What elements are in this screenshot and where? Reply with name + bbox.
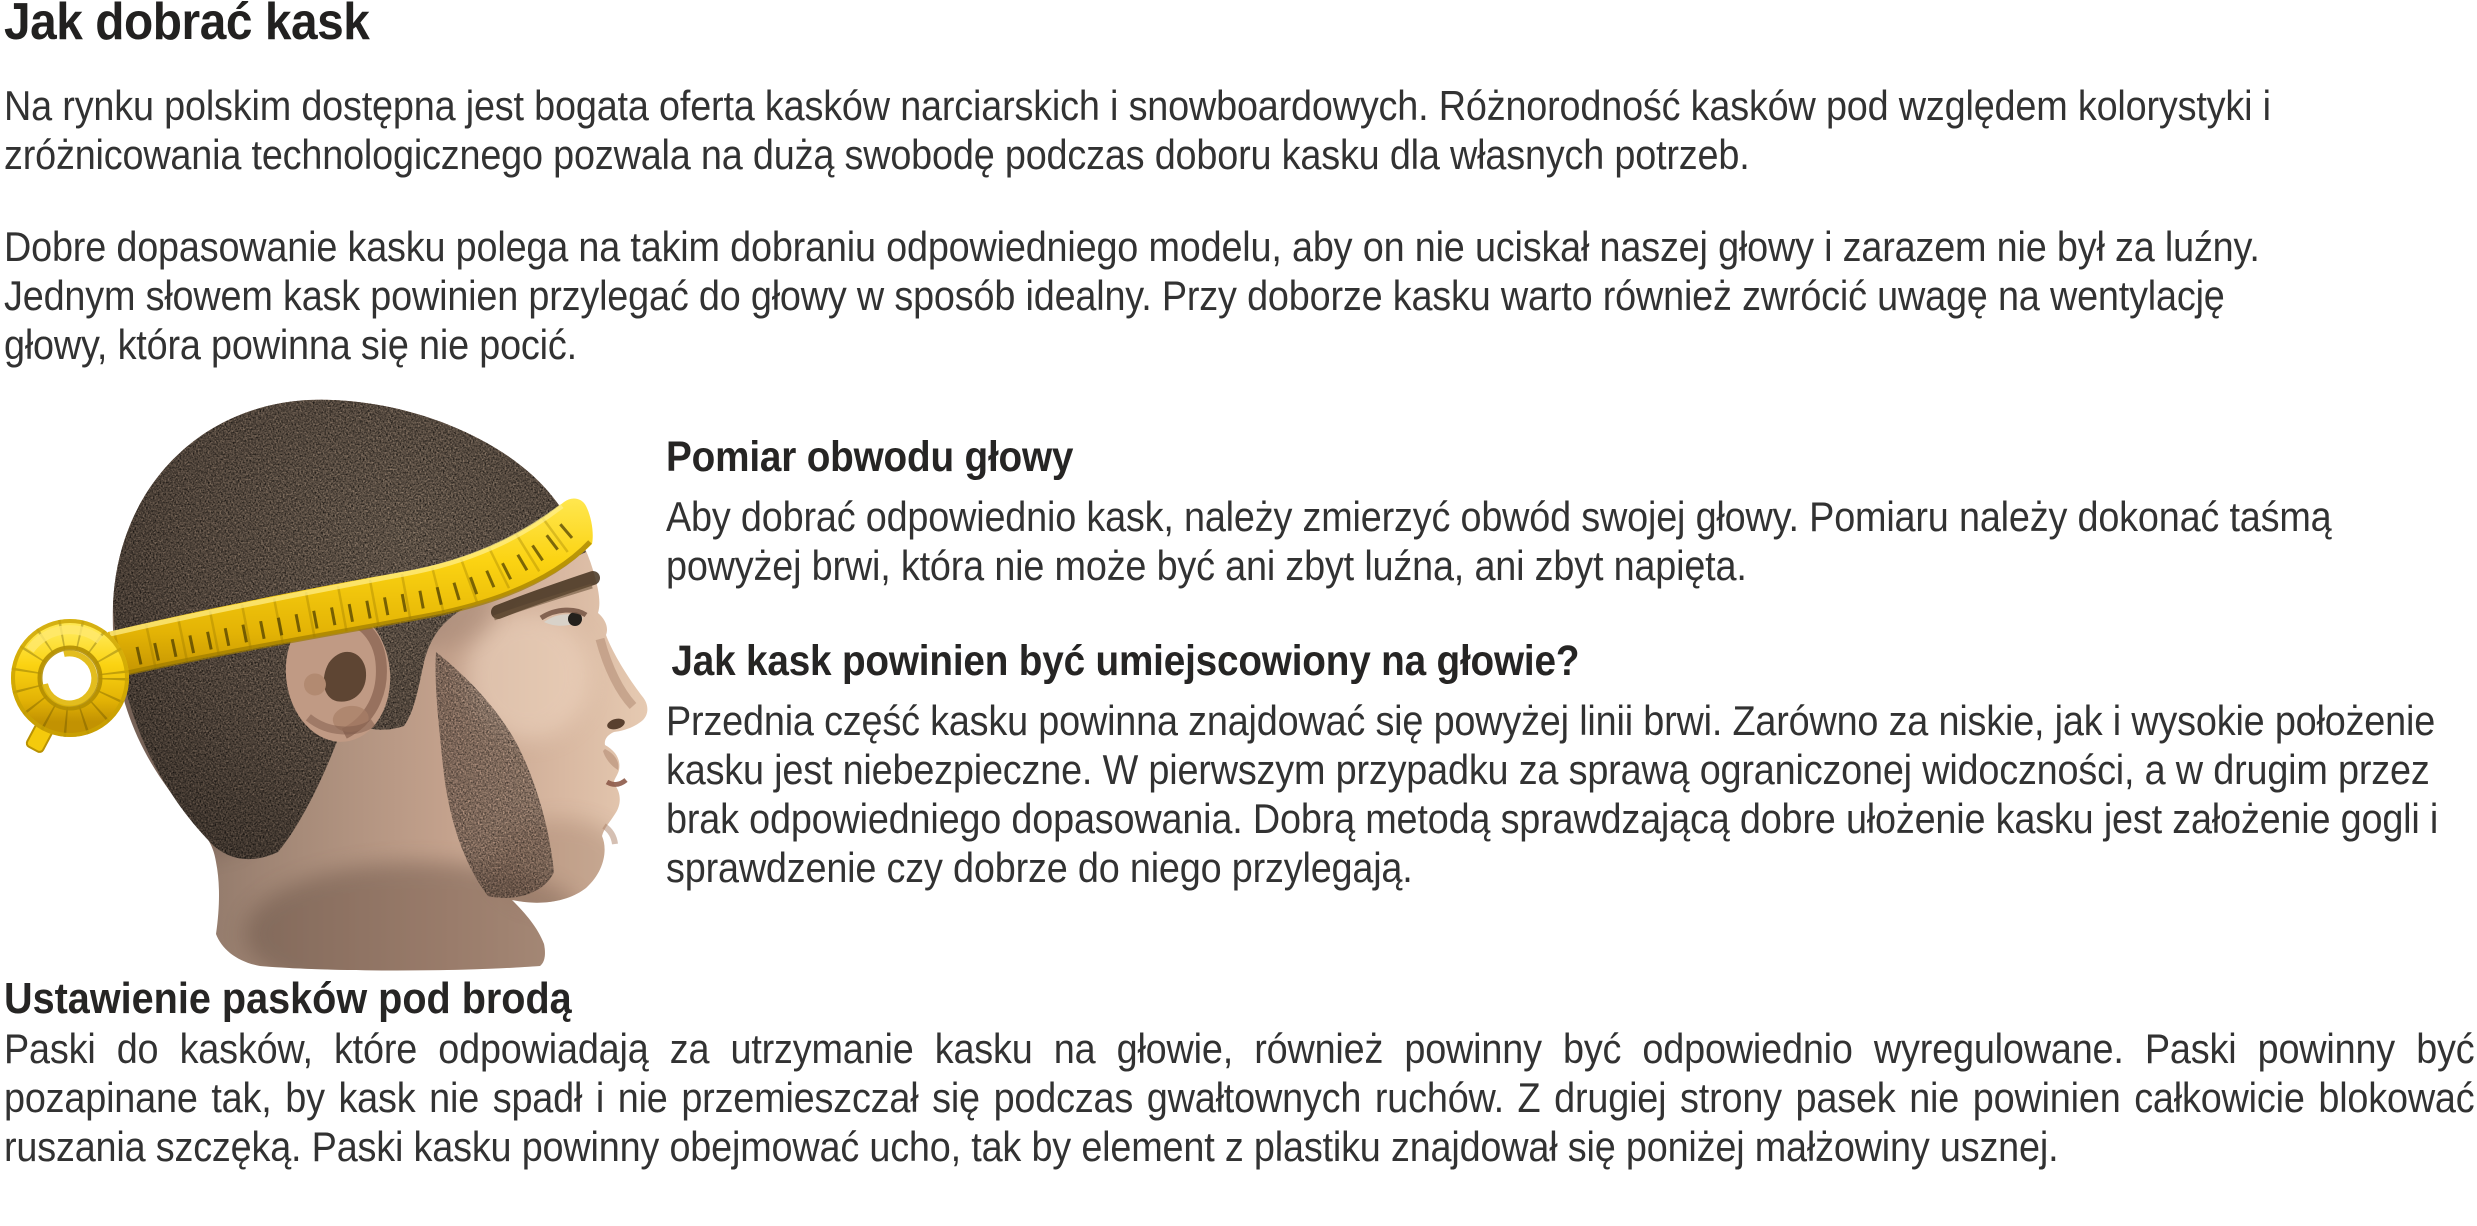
section-body-straps: Paski do kasków, które odpowiadają za utrzymanie kasku na głowie, również powinny być odpowiednio wyregulowane. Paski powinny być pozapinane tak, by kask nie spadł i nie przemieszczał się podczas gwałtownych ruchów. Z drugiej strony pasek nie powinien całkowicie blokować ruszania szczęką. Paski kasku powinny obejmować ucho, tak by element z plastiku znajdował się poniżej małżowiny usznej. <box>4 1025 2475 1170</box>
intro-paragraph-1: Na rynku polskim dostępna jest bogata oferta kasków narciarskich i snowboardowych. Różnorodność kasków pod względem kolorystyki i zróżnicowania technologicznego pozwala na dużą swobodę podczas doboru kasku dla własnych potrzeb. <box>4 82 2271 178</box>
section-heading-measure: Pomiar obwodu głowy <box>666 433 1074 481</box>
section-heading-placement: Jak kask powinien być umiejscowiony na głowie? <box>671 637 1580 685</box>
section-body-placement: Przednia część kasku powinna znajdować się powyżej linii brwi. Zarówno za niskie, jak i wysokie położenie kasku jest niebezpieczne. W pierwszym przypadku za sprawą ograniczonej widoczności, a w drugim przez brak odpowiedniego dopasowania. Dobrą metodą sprawdzającą dobre ułożenie kasku jest założenie gogli i sprawdzenie czy dobrze do niego przylegają. <box>666 697 2439 891</box>
page-title: Jak dobrać kask <box>4 0 370 51</box>
lip-seam <box>607 780 626 784</box>
section-body-measure: Aby dobrać odpowiednio kask, należy zmierzyć obwód swojej głowy. Pomiaru należy dokonać taśmą powyżej brwi, która nie może być ani zbyt luźna, ani zbyt napięta. <box>666 493 2332 589</box>
tape-coil <box>13 621 127 753</box>
intro-paragraph-2: Dobre dopasowanie kasku polega na takim dobraniu odpowiedniego modelu, aby on nie uciskał naszej głowy i zarazem nie był za luźny. Jednym słowem kask powinien przylegać do głowy w sposób idealny. Przy doborze kasku warto również zwrócić uwagę na wentylację głowy, która powinna się nie pocić. <box>4 223 2260 368</box>
section-heading-straps: Ustawienie pasków pod brodą <box>4 974 572 1023</box>
chin-crease <box>604 826 615 844</box>
head-measurement-illustration <box>0 394 660 976</box>
measurement-info-column <box>666 432 2444 892</box>
